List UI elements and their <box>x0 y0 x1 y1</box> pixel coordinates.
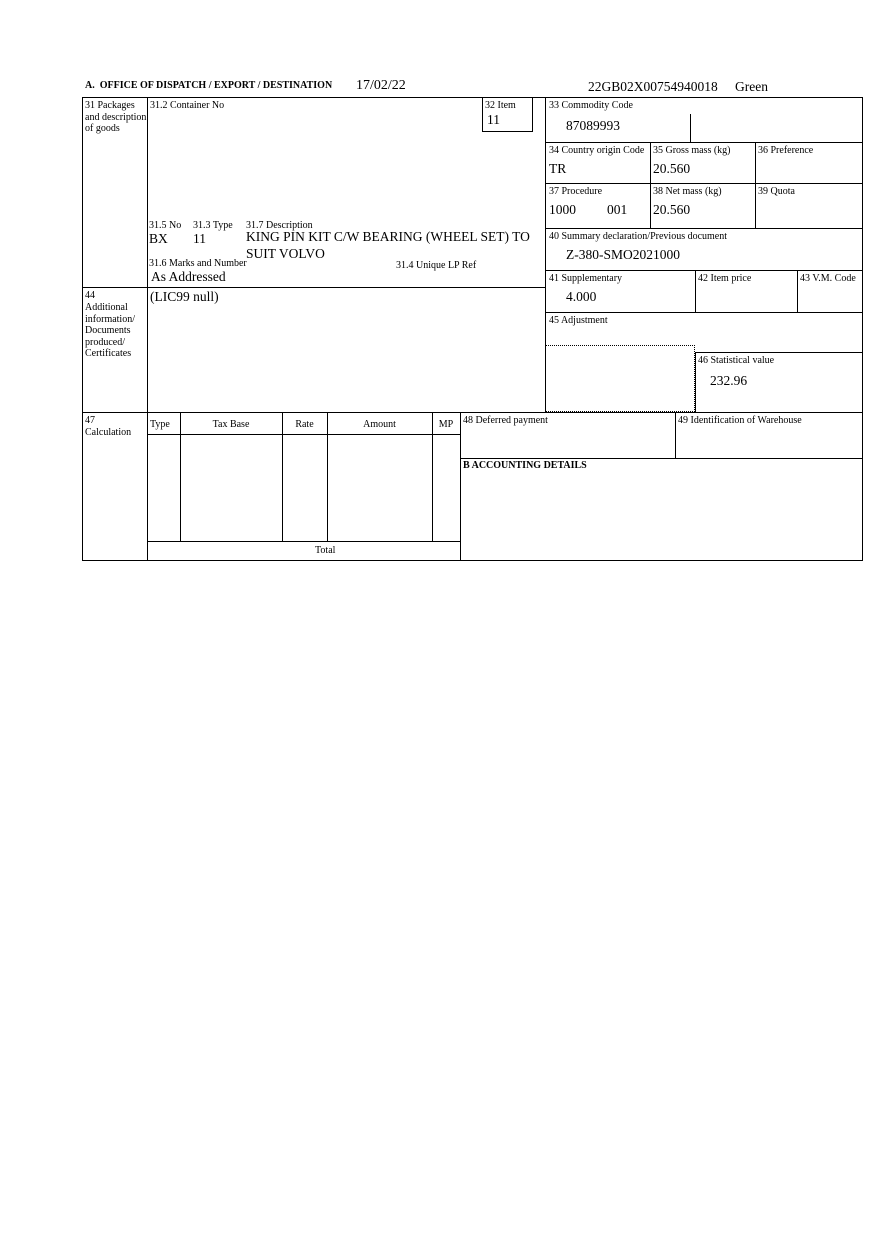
line-outer-left <box>82 97 83 561</box>
line-box49-left <box>675 412 676 459</box>
item-price-label: 42 Item price <box>698 273 752 284</box>
line-table-col-2 <box>282 412 283 542</box>
line-table-col-1 <box>180 412 181 542</box>
line-table-header-bottom <box>147 434 461 435</box>
line-item-box-right <box>532 97 533 132</box>
country-origin-label: 34 Country origin Code <box>549 145 645 156</box>
line-col-36 <box>755 142 756 229</box>
line-box46-left <box>695 352 696 413</box>
packages-no-label: 31.5 No <box>149 220 182 231</box>
statistical-value-label: 46 Statistical value <box>698 355 775 366</box>
warehouse-id-label: 49 Identification of Warehouse <box>678 415 802 426</box>
line-row-37-top <box>545 183 863 184</box>
line-table-body-bottom <box>147 541 461 542</box>
line-row-40-top <box>545 228 863 229</box>
net-mass-value: 20.560 <box>653 202 691 217</box>
line-col-42 <box>695 270 696 313</box>
line-box44-top <box>82 287 546 288</box>
calc-total-label: Total <box>315 545 336 556</box>
routing-status: Green <box>735 79 768 94</box>
line-outer-bottom <box>82 560 863 561</box>
declaration-date: 17/02/22 <box>356 78 406 93</box>
calc-col-type: Type <box>150 419 170 430</box>
box47-number: 47 <box>85 415 95 426</box>
line-row-34-top <box>545 142 863 143</box>
box31-label: 31 Packages and description of goods <box>85 100 147 134</box>
commodity-code-label: 33 Commodity Code <box>549 100 633 111</box>
line-item-box-bottom <box>482 131 533 132</box>
gross-mass-label: 35 Gross mass (kg) <box>653 145 731 156</box>
container-no-label: 31.2 Container No <box>150 100 225 111</box>
summary-declaration-value: Z-380-SMO2021000 <box>566 247 680 262</box>
box44-label: Additional information/ Documents produced/ Certificates <box>85 302 135 359</box>
item-value: 11 <box>487 112 500 127</box>
line-table-col-3 <box>327 412 328 542</box>
line-col-35 <box>650 142 651 229</box>
line-centre-right <box>545 97 546 413</box>
calc-col-amount: Amount <box>363 419 396 430</box>
net-mass-label: 38 Net mass (kg) <box>653 186 722 197</box>
line-table-col-4 <box>432 412 433 542</box>
calc-col-taxbase: Tax Base <box>212 419 250 430</box>
procedure-label: 37 Procedure <box>549 186 603 197</box>
line-row-45-top <box>545 312 863 313</box>
box44-number: 44 <box>85 290 95 301</box>
line-table-right <box>460 412 461 561</box>
country-origin-value: TR <box>549 161 567 176</box>
description-label: 31.7 Description <box>246 220 313 231</box>
quota-label: 39 Quota <box>758 186 795 197</box>
gross-mass-value: 20.560 <box>653 161 691 176</box>
office-of-dispatch-label: A. OFFICE OF DISPATCH / EXPORT / DESTINATION <box>85 80 333 91</box>
declaration-reference: 22GB02X00754940018 <box>588 79 718 94</box>
line-row-41-top <box>545 270 863 271</box>
summary-declaration-label: 40 Summary declaration/Previous document <box>549 231 728 242</box>
procedure-value-1: 1000 <box>549 202 576 217</box>
calc-col-rate: Rate <box>295 419 314 430</box>
accounting-details-label: B ACCOUNTING DETAILS <box>463 460 587 471</box>
statistical-value: 232.96 <box>710 373 748 388</box>
box44-value: (LIC99 null) <box>150 289 219 304</box>
description-value: KING PIN KIT C/W BEARING (WHEEL SET) TO SUIT VOLVO <box>246 229 530 261</box>
packages-type-value: 11 <box>193 231 206 246</box>
dotted-subbox <box>545 345 695 412</box>
line-item-box-left <box>482 97 483 132</box>
line-outer-top <box>82 97 863 98</box>
line-box46-top <box>695 352 863 353</box>
line-commodity-separator <box>690 114 691 142</box>
line-outer-right <box>862 97 863 561</box>
line-box48-bottom <box>460 458 863 459</box>
calc-col-mp: MP <box>438 419 454 430</box>
line-col-43 <box>797 270 798 313</box>
unique-lp-ref-label: 31.4 Unique LP Ref <box>396 260 477 271</box>
marks-value: As Addressed <box>151 269 226 284</box>
commodity-code-value: 87089993 <box>566 118 620 133</box>
line-box47-top <box>82 412 863 413</box>
packages-no-value: BX <box>149 231 168 246</box>
packages-type-label: 31.3 Type <box>193 220 233 231</box>
supplementary-label: 41 Supplementary <box>549 273 623 284</box>
supplementary-value: 4.000 <box>566 289 597 304</box>
deferred-payment-label: 48 Deferred payment <box>463 415 548 426</box>
adjustment-label: 45 Adjustment <box>549 315 608 326</box>
item-label: 32 Item <box>485 100 516 111</box>
preference-label: 36 Preference <box>758 145 814 156</box>
box47-label: Calculation <box>85 427 132 438</box>
vm-code-label: 43 V.M. Code <box>800 273 856 284</box>
line-left-column <box>147 97 148 561</box>
procedure-value-2: 001 <box>607 202 628 217</box>
marks-label: 31.6 Marks and Number <box>149 258 247 269</box>
